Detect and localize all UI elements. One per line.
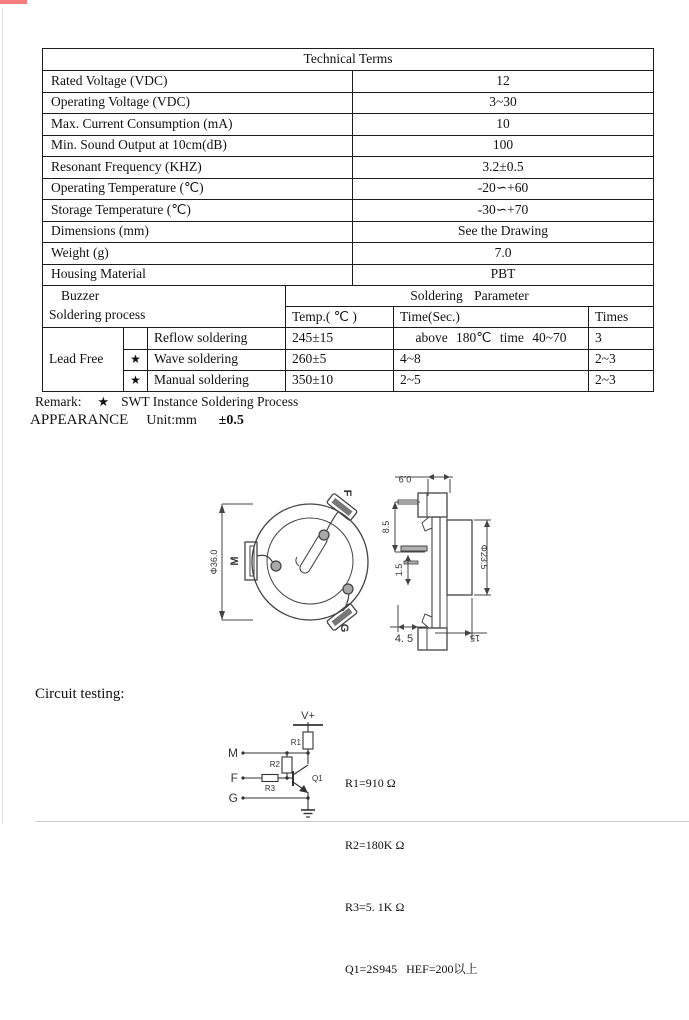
- spec-label: Operating Temperature (℃): [43, 178, 353, 200]
- soldering-row: [43, 349, 654, 370]
- spec-label: Rated Voltage (VDC): [43, 71, 353, 93]
- front-view-drawing: [219, 493, 368, 631]
- col-header-temp: Temp.( ℃ ): [286, 307, 394, 328]
- note-r1: R1=910 Ω: [345, 776, 396, 791]
- star-icon: ★: [97, 394, 110, 409]
- appearance-line: [30, 412, 244, 429]
- spec-row: [43, 92, 654, 114]
- note-r3: R3=5. 1K Ω: [345, 899, 405, 914]
- process-cell: Reflow soldering: [148, 328, 286, 349]
- terminal-m-label: M: [229, 556, 241, 566]
- tolerance-label: ±0.5: [218, 413, 244, 428]
- spec-label: Storage Temperature (℃): [43, 200, 353, 222]
- circuit-title: Circuit testing:: [35, 686, 125, 702]
- spec-value: See the Drawing: [353, 221, 654, 243]
- spec-row: [43, 243, 654, 265]
- soldering-corner-cell: [43, 286, 286, 328]
- supply-label: V+: [301, 710, 315, 722]
- soldering-table: [42, 285, 654, 392]
- red-corner-mark: [0, 0, 27, 4]
- dim-height-upper-label: 8.5: [381, 520, 391, 534]
- table-header-row: [43, 49, 654, 71]
- terminal-f-label: F: [341, 489, 353, 497]
- dim-bottom-left-label: 4. 5: [394, 633, 414, 645]
- spec-value: 12: [353, 71, 654, 93]
- note-r2: R2=180K Ω: [345, 837, 405, 852]
- temp-cell: 350±10: [286, 370, 394, 391]
- spec-row: [43, 178, 654, 200]
- page-left-edge: [2, 8, 3, 824]
- col-header-times: Times: [589, 307, 654, 328]
- spec-label: Resonant Frequency (KHZ): [43, 157, 353, 179]
- time-cell: above 180℃ time 40~70: [394, 328, 589, 349]
- circuit-terminal-g: G: [228, 791, 238, 805]
- temp-cell: 245±15: [286, 328, 394, 349]
- dim-top-label: 0.9: [398, 474, 412, 484]
- r2-label: R2: [269, 760, 280, 769]
- circuit-terminal-m: M: [228, 746, 238, 760]
- side-view-drawing: [390, 474, 491, 650]
- spec-row: [43, 71, 654, 93]
- spec-value: 10: [353, 114, 654, 136]
- time-cell: 4~8: [394, 349, 589, 370]
- unit-label: Unit:mm: [146, 413, 197, 428]
- spec-value: -30∽+70: [353, 200, 654, 222]
- spec-row: [43, 135, 654, 157]
- spec-row: [43, 264, 654, 286]
- spec-value: 7.0: [353, 243, 654, 265]
- remark-line: [35, 394, 298, 410]
- note-q1: Q1=2S945 HEF=200以上: [345, 961, 478, 976]
- appearance-drawing: [195, 450, 535, 665]
- circuit-terminal-f: F: [230, 771, 238, 785]
- soldering-param-header: Soldering Parameter: [286, 286, 654, 307]
- dim-cylinder-diameter-label: Φ23.5: [479, 544, 489, 570]
- spec-label: Min. Sound Output at 10cm(dB): [43, 135, 353, 157]
- spec-value: 3.2±0.5: [353, 157, 654, 179]
- spec-label: Operating Voltage (VDC): [43, 92, 353, 114]
- spec-row: [43, 221, 654, 243]
- times-cell: 2~3: [589, 370, 654, 391]
- spec-row: [43, 157, 654, 179]
- group-label: Lead Free: [43, 328, 124, 392]
- times-cell: 3: [589, 328, 654, 349]
- table-title: Technical Terms: [43, 49, 654, 71]
- star-cell: ★: [124, 349, 148, 370]
- remark-text: SWT Instance Soldering Process: [121, 394, 299, 409]
- spec-value: 3~30: [353, 92, 654, 114]
- corner-line1: Buzzer: [61, 288, 100, 303]
- times-cell: 2~3: [589, 349, 654, 370]
- temp-cell: 260±5: [286, 349, 394, 370]
- r3-label: R3: [264, 784, 276, 793]
- star-cell: [124, 328, 148, 349]
- spec-label: Max. Current Consumption (mA): [43, 114, 353, 136]
- spec-row: [43, 114, 654, 136]
- soldering-row: [43, 328, 654, 349]
- circuit-notes: [345, 732, 478, 1020]
- terminal-g-label: G: [338, 623, 350, 633]
- appearance-title: APPEARANCE: [30, 412, 129, 428]
- star-cell: ★: [124, 370, 148, 391]
- process-cell: Manual soldering: [148, 370, 286, 391]
- remark-label: Remark:: [35, 394, 82, 409]
- spec-value: PBT: [353, 264, 654, 286]
- process-cell: Wave soldering: [148, 349, 286, 370]
- dim-height-lower-label: 1.5: [394, 563, 404, 577]
- spec-value: 100: [353, 135, 654, 157]
- dim-bottom-right-label: 15: [469, 633, 481, 643]
- soldering-row: [43, 370, 654, 391]
- spec-label: Dimensions (mm): [43, 221, 353, 243]
- time-cell: 2~5: [394, 370, 589, 391]
- technical-terms-table: [42, 48, 654, 286]
- circuit-schematic: [225, 700, 345, 824]
- dim-diameter-label: Φ36.0: [209, 549, 219, 575]
- corner-line2: Soldering process: [49, 306, 146, 322]
- r1-label: R1: [290, 738, 301, 747]
- col-header-time: Time(Sec.): [394, 307, 589, 328]
- q1-label: Q1: [312, 774, 323, 783]
- spec-value: -20∽+60: [353, 178, 654, 200]
- spec-label: Weight (g): [43, 243, 353, 265]
- spec-label: Housing Material: [43, 264, 353, 286]
- spec-row: [43, 200, 654, 222]
